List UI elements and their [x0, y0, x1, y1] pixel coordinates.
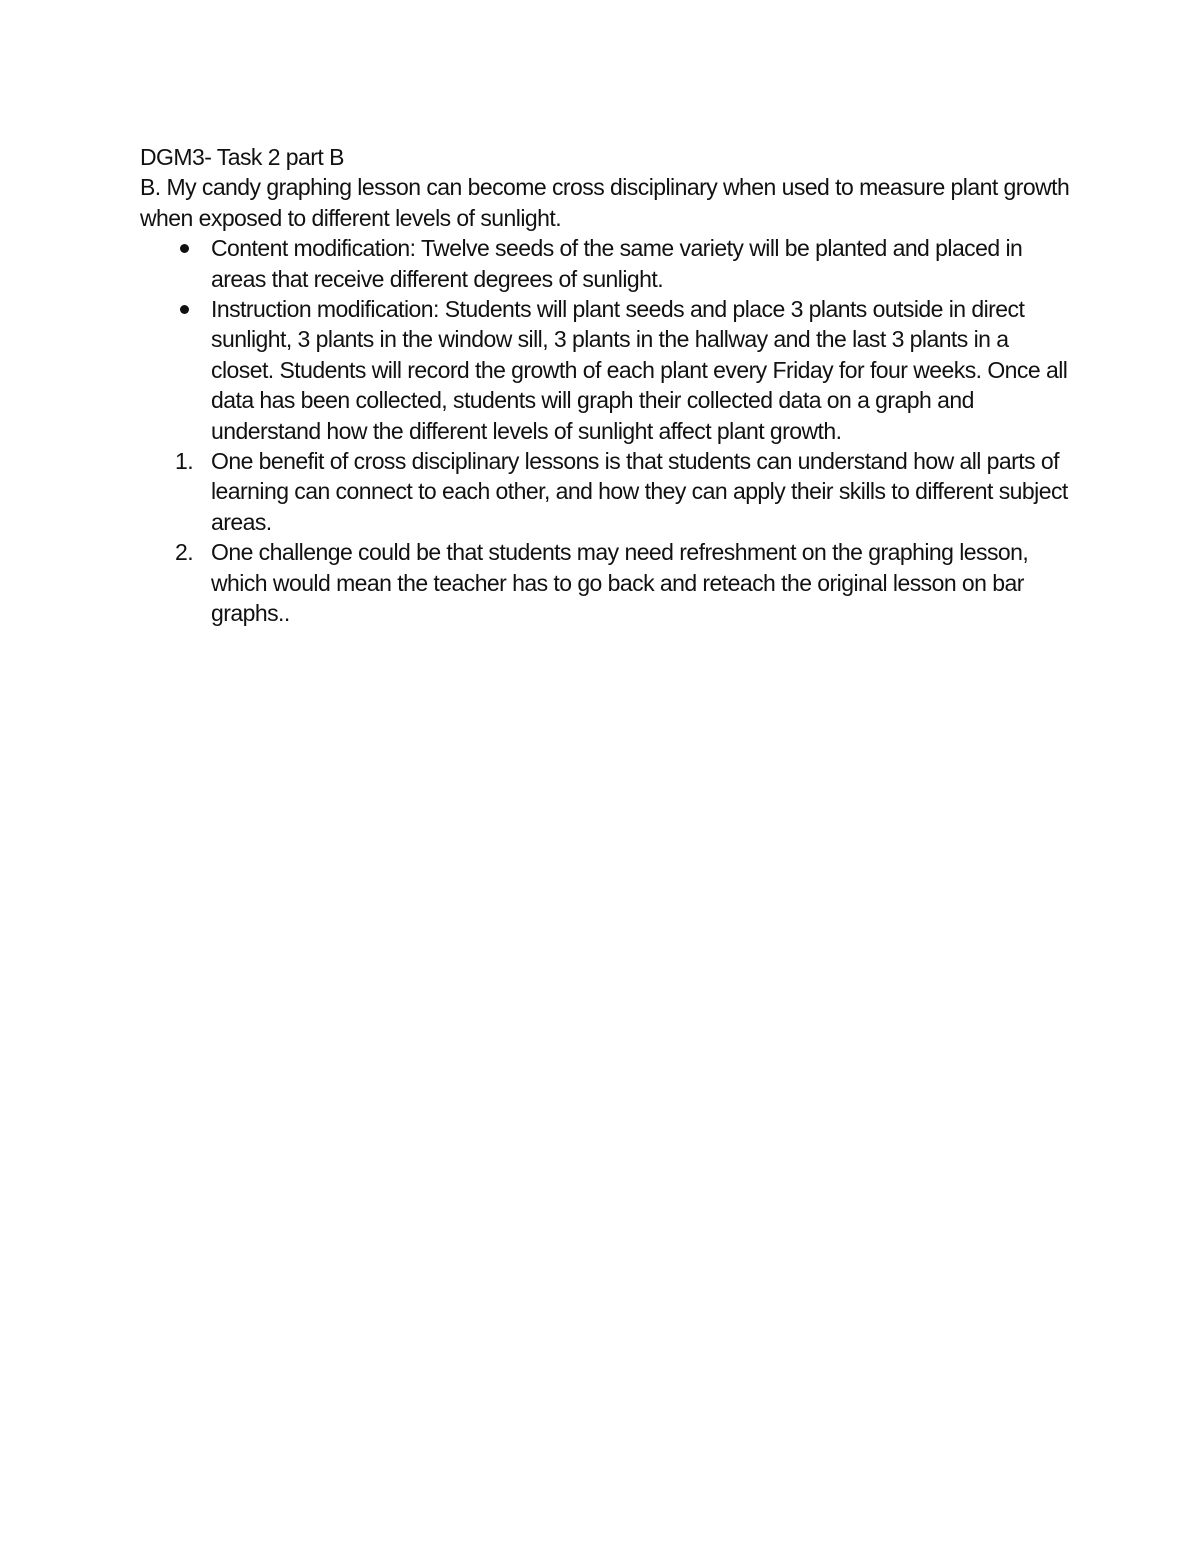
intro-paragraph: B. My candy graphing lesson can become cross disciplinary when used to measure plant growth when exposed to different levels of sunlight. — [140, 174, 1070, 231]
list-item — [140, 446, 1070, 537]
bullet-text: Instruction modification: Students will plant seeds and place 3 plants outside in direct sunlight, 3 plants in the window sill, 3 plants in the hallway and the last 3 plants in a closet. Students will record the growth of each plant every Friday for four weeks. Once all data has been collected, students will graph their collected data on a graph and understand how the different levels of sunlight affect plant growth. — [211, 296, 1068, 444]
list-item — [140, 537, 1070, 628]
document-title: DGM3- Task 2 part B — [140, 144, 344, 170]
numbered-list — [140, 446, 1070, 628]
bullet-icon — [180, 244, 189, 253]
numbered-text: One benefit of cross disciplinary lessons is that students can understand how all parts of learning can connect to each other, and how they can apply their skills to different subject areas. — [211, 448, 1068, 535]
list-item — [140, 233, 1070, 294]
bullet-list — [140, 233, 1070, 446]
list-number: 1. — [175, 448, 194, 475]
bullet-text: Content modification: Twelve seeds of the same variety will be planted and placed in areas that receive different degrees of sunlight. — [211, 235, 1023, 292]
list-item — [140, 294, 1070, 446]
document-body — [140, 142, 1070, 629]
numbered-text: One challenge could be that students may need refreshment on the graphing lesson, which would mean the teacher has to go back and reteach the original lesson on bar graphs.. — [211, 539, 1029, 627]
bullet-icon — [180, 305, 189, 314]
list-number: 2. — [175, 539, 194, 566]
